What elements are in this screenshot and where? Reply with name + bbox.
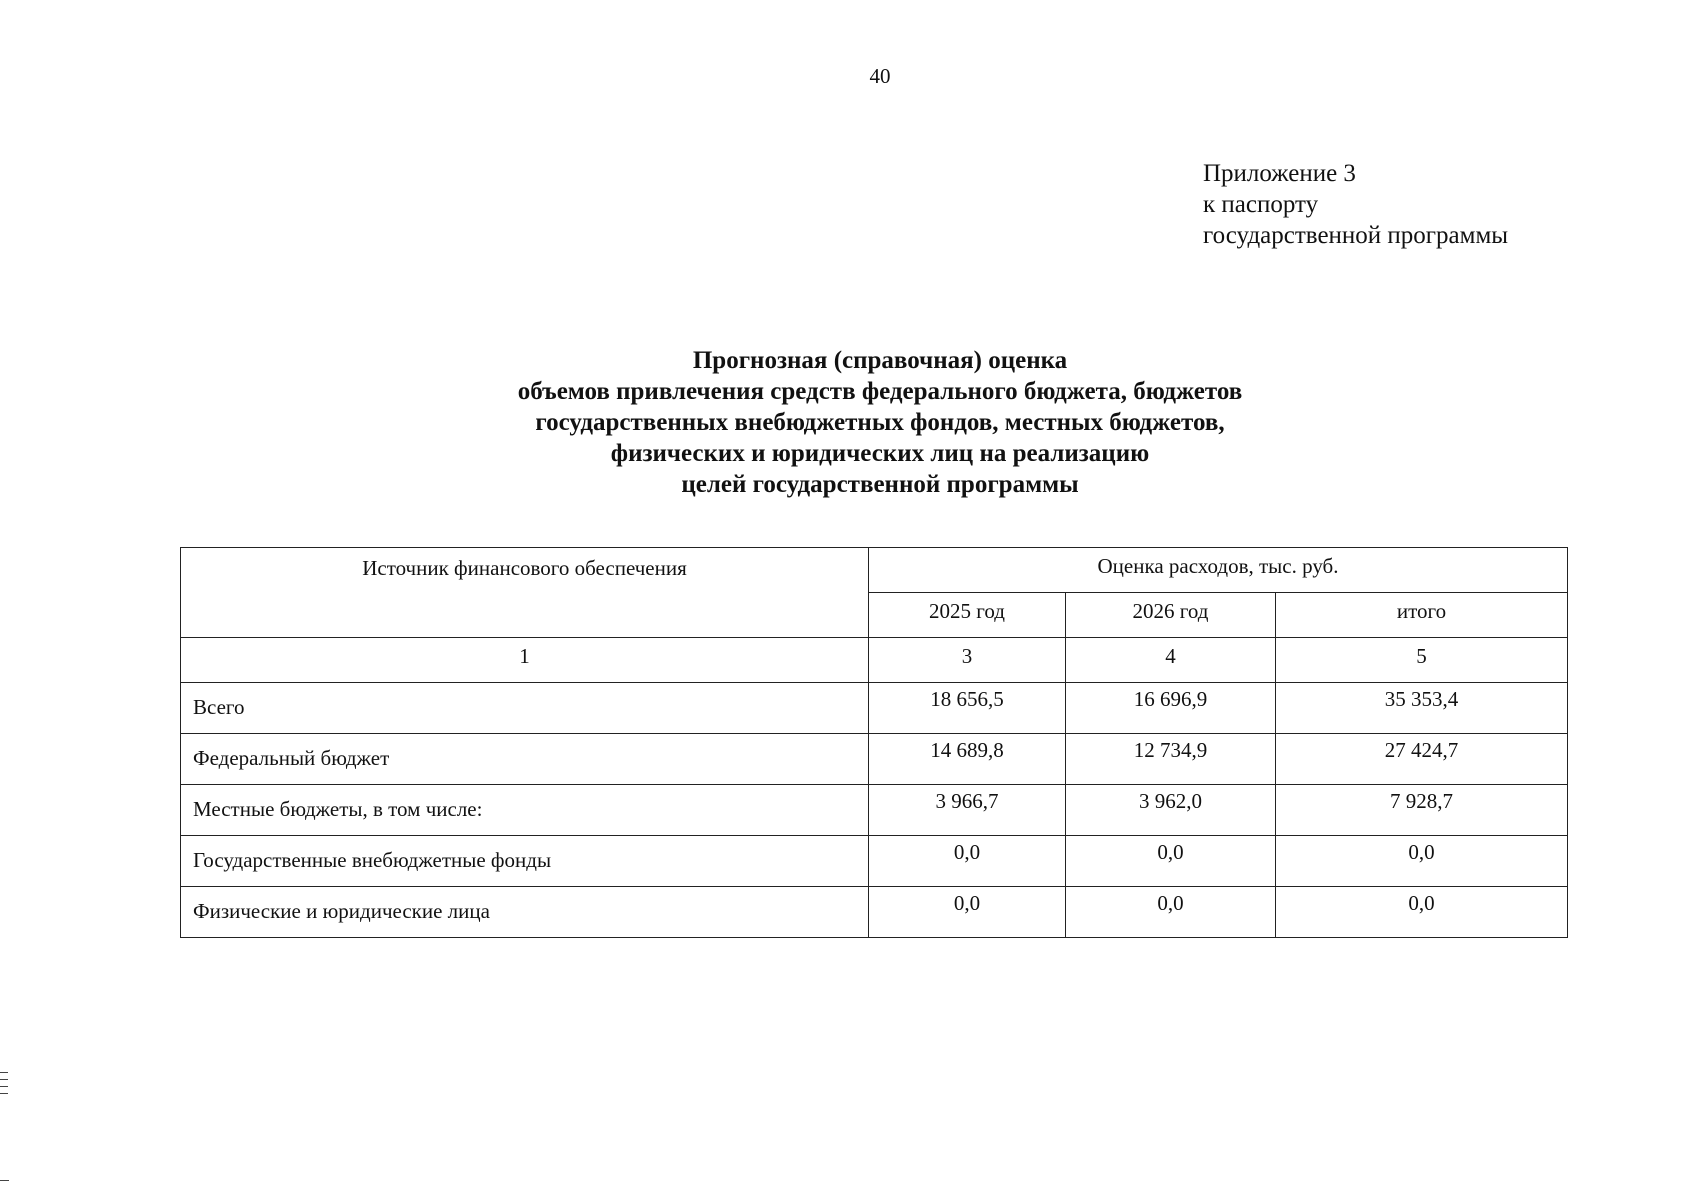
- appendix-line-3: государственной программы: [1203, 222, 1509, 249]
- margin-mark: [0, 1072, 8, 1073]
- header-total: итого: [1276, 593, 1568, 638]
- column-number: 3: [869, 638, 1066, 683]
- row-label: Всего: [181, 683, 869, 734]
- column-number: 1: [181, 638, 869, 683]
- cell-2026: 0,0: [1066, 836, 1276, 887]
- column-number-row: [181, 638, 1568, 683]
- row-label: Федеральный бюджет: [181, 734, 869, 785]
- table-row: [181, 836, 1568, 887]
- title-line-3: государственных внебюджетных фондов, местных бюджетов,: [535, 409, 1225, 436]
- page-number: 40: [869, 64, 891, 88]
- scan-margin-tick: [0, 1180, 9, 1181]
- cell-2026: 3 962,0: [1066, 785, 1276, 836]
- cell-2026: 0,0: [1066, 887, 1276, 938]
- row-label: Физические и юридические лица: [181, 887, 869, 938]
- row-label: Государственные внебюджетные фонды: [181, 836, 869, 887]
- column-number: 4: [1066, 638, 1276, 683]
- budget-table: [180, 547, 1568, 938]
- margin-mark: [0, 1086, 8, 1087]
- cell-2025: 3 966,7: [869, 785, 1066, 836]
- table-row: [181, 734, 1568, 785]
- column-number: 5: [1276, 638, 1568, 683]
- cell-total: 27 424,7: [1276, 734, 1568, 785]
- table-row: [181, 785, 1568, 836]
- appendix-note: [1203, 158, 1508, 251]
- document-title: [320, 345, 1440, 500]
- table-row: [181, 683, 1568, 734]
- title-line-5: целей государственной программы: [681, 471, 1079, 498]
- header-year-2026: 2026 год: [1066, 593, 1276, 638]
- row-label: Местные бюджеты, в том числе:: [181, 785, 869, 836]
- cell-2026: 12 734,9: [1066, 734, 1276, 785]
- cell-2025: 0,0: [869, 887, 1066, 938]
- cell-total: 0,0: [1276, 836, 1568, 887]
- header-estimate: Оценка расходов, тыс. руб.: [869, 548, 1568, 593]
- table-row: [181, 887, 1568, 938]
- cell-total: 7 928,7: [1276, 785, 1568, 836]
- table-header-row: [181, 548, 1568, 593]
- appendix-line-1: Приложение 3: [1203, 160, 1356, 187]
- cell-2025: 14 689,8: [869, 734, 1066, 785]
- scan-margin-marks: [0, 1072, 8, 1100]
- header-source: Источник финансового обеспечения: [181, 548, 869, 638]
- margin-mark: [0, 1079, 8, 1080]
- cell-2025: 0,0: [869, 836, 1066, 887]
- cell-2026: 16 696,9: [1066, 683, 1276, 734]
- header-year-2025: 2025 год: [869, 593, 1066, 638]
- cell-2025: 18 656,5: [869, 683, 1066, 734]
- title-line-1: Прогнозная (справочная) оценка: [692, 347, 1068, 374]
- title-line-2: объемов привлечения средств федерального бюджета, бюджетов: [517, 378, 1243, 405]
- margin-mark: [0, 1093, 8, 1094]
- appendix-line-2: к паспорту: [1203, 191, 1319, 218]
- title-line-4: физических и юридических лиц на реализацию: [610, 440, 1150, 467]
- cell-total: 0,0: [1276, 887, 1568, 938]
- cell-total: 35 353,4: [1276, 683, 1568, 734]
